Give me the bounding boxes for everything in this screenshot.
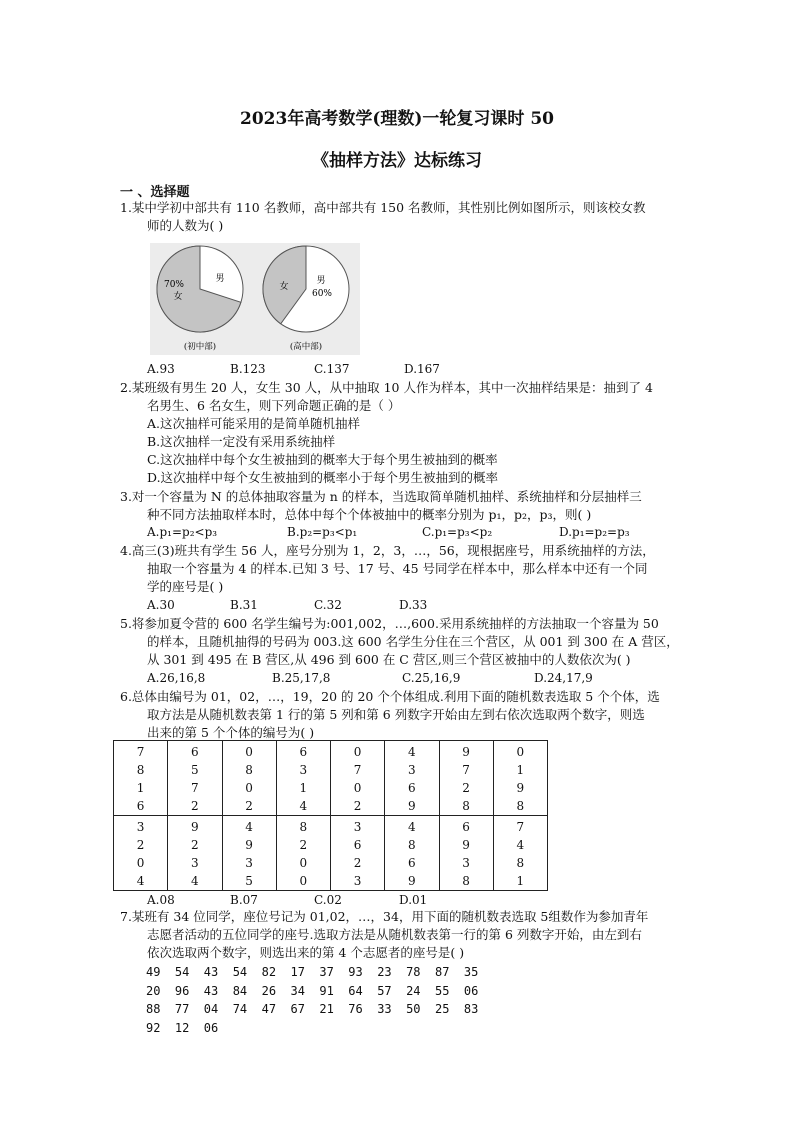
q6-option-a: A.08 xyxy=(147,893,175,907)
q6-text-line1: 6.总体由编号为 01，02，…，19，20 的 20 个个体组成.利用下面的随机数表选取 5 个个体，选 xyxy=(120,689,660,704)
q2-text-line1: 2.某班级有男生 20 人，女生 30 人，从中抽取 10 人作为样本，其中一次抽样结果是：抽到了 4 xyxy=(120,380,653,395)
q4-text-line2: 抽取一个容量为 4 的样本.已知 3 号、17 号、45 号同学在样本中，那么样本中还有一个同 xyxy=(147,561,648,576)
q7-digits-row: 20 96 43 84 26 34 91 64 57 24 55 06 xyxy=(146,983,479,998)
q2-text-line2: 名男生、6 名女生，则下列命题正确的是（ ） xyxy=(147,398,401,413)
page-subtitle: 《抽样方法》达标练习 xyxy=(312,151,482,171)
q6-option-c: C.02 xyxy=(314,893,342,907)
q5-options xyxy=(147,671,593,685)
q4-option-d: D.33 xyxy=(399,598,428,612)
q5-text-line2: 的样本，且随机抽得的号码为 003.这 600 名学生分住在三个营区，从 001 到 300 在 A 营区， xyxy=(147,634,679,649)
q4-text-line3: 学的座号是( ) xyxy=(147,579,224,594)
q3-option-d: D.p₁=p₂=p₃ xyxy=(559,525,630,539)
pie1-male-word: 男 xyxy=(215,274,225,284)
pie2-caption: (高中部) xyxy=(289,342,323,352)
q5-option-d: D.24,17,9 xyxy=(534,671,593,685)
q6-table-cell: 0 1 9 8 xyxy=(493,741,547,816)
q2-option-a: A.这次抽样可能采用的是简单随机抽样 xyxy=(147,416,361,431)
q6-table-cell: 9 7 2 8 xyxy=(439,741,493,816)
q6-option-b: B.07 xyxy=(230,893,258,907)
q1-options xyxy=(147,362,440,376)
q5-option-c: C.25,16,9 xyxy=(402,671,461,685)
q6-option-d: D.01 xyxy=(399,893,428,907)
q6-table-cell: 0 8 0 2 xyxy=(222,741,276,816)
q1-text-line2: 师的人数为( ) xyxy=(147,218,224,233)
q1-option-d: D.167 xyxy=(404,362,440,376)
q4-option-b: B.31 xyxy=(230,598,258,612)
q7-text-line1: 7.某班有 34 位同学，座位号记为 01,02，…，34，用下面的随机数表选取 5组数作为参加青年 xyxy=(120,909,649,924)
q6-table-cell: 6 5 7 2 xyxy=(168,741,222,816)
q1-option-c: C.137 xyxy=(314,362,350,376)
q1-option-b: B.123 xyxy=(230,362,266,376)
q6-table-cell: 7 4 8 1 xyxy=(493,816,547,891)
q6-table-cell: 3 2 0 4 xyxy=(114,816,168,891)
q6-options xyxy=(147,893,427,907)
section-heading: 一 、选择题 xyxy=(120,185,190,200)
q1-text-line1: 1.某中学初中部共有 110 名教师，高中部共有 150 名教师，其性别比例如图所示，则该校女教 xyxy=(120,200,646,215)
pie2-female-word: 女 xyxy=(279,282,289,292)
q6-table-cell: 3 6 2 3 xyxy=(331,816,385,891)
q6-table-row xyxy=(114,741,548,816)
q6-table-cell: 4 9 3 5 xyxy=(222,816,276,891)
pie2-male-word: 男 xyxy=(316,276,326,286)
q5-text-line3: 从 301 到 495 在 B 营区,从 496 到 600 在 C 营区,则三个营区被抽中的人数依次为( ) xyxy=(147,652,631,667)
q4-option-c: C.32 xyxy=(314,598,342,612)
q6-table-cell: 6 3 1 4 xyxy=(276,741,330,816)
q2-option-c: C.这次抽样中每个女生被抽到的概率大于每个男生被抽到的概率 xyxy=(147,452,498,467)
q5-option-a: A.26,16,8 xyxy=(147,671,206,685)
q7-digits-row: 49 54 43 54 82 17 37 93 23 78 87 35 xyxy=(146,965,479,979)
q3-option-c: C.p₁=p₃<p₂ xyxy=(422,525,493,539)
q6-table-row xyxy=(114,816,548,891)
q1-option-a: A.93 xyxy=(147,362,175,376)
q6-table-cell: 9 2 3 4 xyxy=(168,816,222,891)
q2-option-b: B.这次抽样一定没有采用系统抽样 xyxy=(147,434,336,449)
q5-text-line1: 5.将参加夏令营的 600 名学生编号为:001,002，…,600.采用系统抽样的方法抽取一个容量为 50 xyxy=(120,616,659,631)
q6-table-cell: 4 3 6 9 xyxy=(385,741,439,816)
q7-digits-row: 92 12 06 xyxy=(146,1020,219,1035)
q6-table-cell: 0 7 0 2 xyxy=(331,741,385,816)
pie1-female-word: 女 xyxy=(173,292,183,302)
q7-random-digits xyxy=(146,963,478,1037)
q7-digits-row: 88 77 04 74 47 67 21 76 33 50 25 83 xyxy=(146,1002,479,1016)
pie1-female-pct: 70% xyxy=(163,280,185,290)
q1-pie-charts xyxy=(150,243,360,355)
q3-text-line2: 种不同方法抽取样本时，总体中每个个体被抽中的概率分别为 p₁，p₂，p₃，则( ) xyxy=(147,507,592,522)
q3-text-line1: 3.对一个容量为 N 的总体抽取容量为 n 的样本，当选取简单随机抽样、系统抽样和分层抽样三 xyxy=(120,489,642,504)
q3-options xyxy=(147,525,630,539)
q6-table-cell: 7 8 1 6 xyxy=(114,741,168,816)
q5-option-b: B.25,17,8 xyxy=(272,671,331,685)
q7-text-line3: 依次选取两个数字，则选出来的第 4 个志愿者的座号是( ) xyxy=(147,945,465,960)
q6-random-number-table xyxy=(113,740,548,891)
q6-text-line2: 取方法是从随机数表第 1 行的第 5 列和第 6 列数字开始由左到右依次选取两个数字，则选 xyxy=(147,707,645,722)
pie2-male-pct: 60% xyxy=(311,289,333,299)
q4-options xyxy=(147,598,427,612)
q6-table-cell: 4 8 6 9 xyxy=(385,816,439,891)
q2-option-d: D.这次抽样中每个女生被抽到的概率小于每个男生被抽到的概率 xyxy=(147,470,499,485)
q3-option-b: B.p₂=p₃<p₁ xyxy=(287,525,358,539)
q6-table-cell: 8 2 0 0 xyxy=(276,816,330,891)
q6-table-cell: 6 9 3 8 xyxy=(439,816,493,891)
q3-option-a: A.p₁=p₂<p₃ xyxy=(147,525,218,539)
q7-text-line2: 志愿者活动的五位同学的座号.选取方法是从随机数表第一行的第 6 列数字开始，由左到右 xyxy=(147,927,642,942)
page-title: 2023年高考数学(理数)一轮复习课时 50 xyxy=(240,109,554,129)
pie1-caption: (初中部) xyxy=(183,342,217,352)
q6-text-line3: 出来的第 5 个个体的编号为( ) xyxy=(147,725,315,740)
q4-text-line1: 4.高三(3)班共有学生 56 人，座号分别为 1，2，3，…，56，现根据座号，用系统抽样的方法， xyxy=(120,543,655,558)
q4-option-a: A.30 xyxy=(147,598,175,612)
